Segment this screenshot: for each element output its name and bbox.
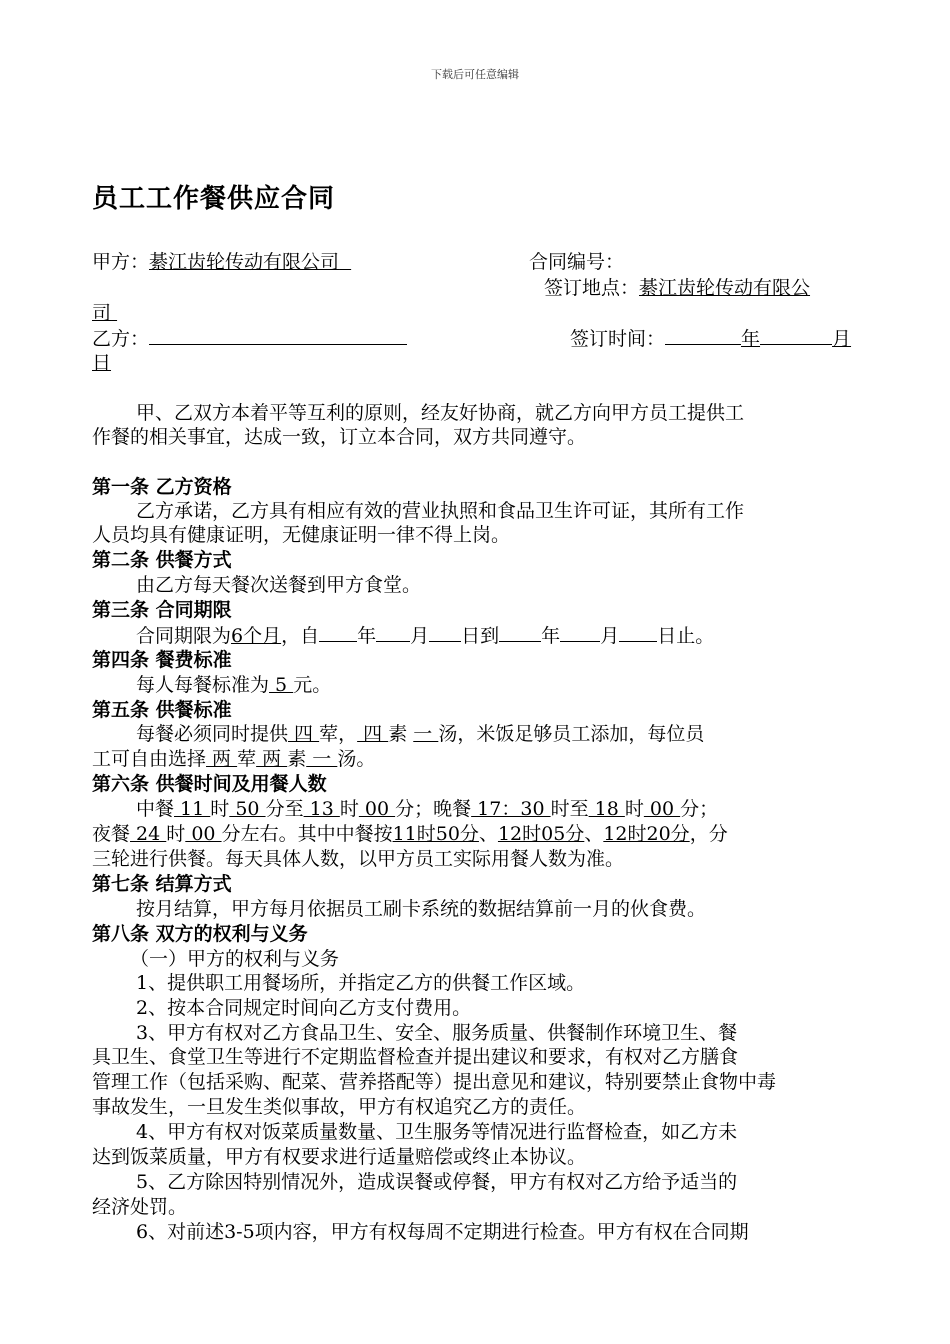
sign-place-value: 綦江齿轮传动有限公 [639,277,811,299]
art8-heading: 第八条 双方的权利与义务 [92,923,308,945]
art8-item-6-line-1: 6、对前述3-5项内容，甲方有权每周不定期进行检查。甲方有权在合同期 [136,1221,749,1243]
sign-time-year: 年 [741,328,761,350]
art2-line-1: 由乙方每天餐次送餐到甲方食堂。 [136,574,422,596]
meal-price: 5 [269,674,294,696]
sign-time-day: 日 [92,352,112,374]
art3-heading: 第三条 合同期限 [92,599,232,621]
art8-sub1: （一）甲方的权利与义务 [130,948,340,970]
header-note: 下载后可任意编辑 [431,68,519,81]
art4-line: 每人每餐标准为 5 元。 [136,674,332,696]
sign-place-cont-row [92,301,862,325]
art1-heading: 第一条 乙方资格 [92,476,232,498]
intro-line-1: 甲、乙双方本着平等互利的原则，经友好协商，就乙方向甲方员工提供工 [136,402,745,424]
art8-item-3-line-3: 管理工作（包括采购、配菜、营养搭配等）提出意见和建议，特别要禁止食物中毒 [92,1071,777,1093]
contract-no-label: 合同编号： [529,251,625,273]
art8-item-2: 2、按本合同规定时间向乙方支付费用。 [136,997,472,1019]
art6-heading: 第六条 供餐时间及用餐人数 [92,773,327,795]
contract-period: 6个月 [231,625,282,647]
art7-line-1: 按月结算，甲方每月依据员工刷卡系统的数据结算前一月的伙食费。 [136,898,707,920]
art4-heading: 第四条 餐费标准 [92,649,232,671]
page-title: 员工工作餐供应合同 [92,184,336,214]
party-a-value: 綦江齿轮传动有限公司 [149,251,340,273]
sign-time-day-row [92,351,862,375]
art5-heading: 第五条 供餐标准 [92,699,232,721]
art8-item-5-line-1: 5、乙方除因特别情况外，造成误餐或停餐，甲方有权对乙方给予适当的 [136,1171,738,1193]
art8-item-1: 1、提供职工用餐场所，并指定乙方的供餐工作区域。 [136,972,586,994]
sign-place-label: 签订地点： [544,277,640,299]
art5-line-2: 工可自由选择 两 荤 两 素 一 汤。 [92,748,376,770]
party-a-row [92,250,862,274]
art8-item-5-line-2: 经济处罚。 [92,1196,188,1218]
sign-time-month: 月 [832,328,852,350]
art6-line-3: 三轮进行供餐。每天具体人数，以甲方员工实际用餐人数为准。 [92,848,625,870]
art8-item-4-line-1: 4、甲方有权对饭菜质量数量、卫生服务等情况进行监督检查，如乙方未 [136,1121,738,1143]
art8-item-3-line-4: 事故发生，一旦发生类似事故，甲方有权追究乙方的责任。 [92,1096,587,1118]
art1-line-1: 乙方承诺，乙方具有相应有效的营业执照和食品卫生许可证，其所有工作 [136,500,745,522]
art7-heading: 第七条 结算方式 [92,873,232,895]
sign-time-label: 签订时间： [570,328,666,350]
party-b-row [92,326,862,351]
art8-item-3-line-1: 3、甲方有权对乙方食品卫生、安全、服务质量、供餐制作环境卫生、餐 [136,1022,738,1044]
art6-line-1: 中餐 11 时 50 分至 13 时 00 分；晚餐 17：30 时至 18 时 00 分； [136,798,719,820]
art3-line: 合同期限为6个月，自 年 月 日到 年 月 日止。 [136,625,715,647]
art6-line-2: 夜餐 24 时 00 分左右。其中中餐按11时50分、12时05分、12时20分，分 [92,823,728,845]
art5-line-1: 每餐必须同时提供 四 荤， 四 素 一 汤，米饭足够员工添加，每位员 [136,723,705,745]
sign-place-value-cont: 司 [92,302,112,324]
art2-heading: 第二条 供餐方式 [92,549,232,571]
party-b-blank [149,326,407,345]
party-b-label: 乙方： [92,328,150,350]
intro-line-2: 作餐的相关事宜，达成一致，订立本合同，双方共同遵守。 [92,426,587,448]
art1-line-2: 人员均具有健康证明，无健康证明一律不得上岗。 [92,524,511,546]
art8-item-4-line-2: 达到饭菜质量，甲方有权要求进行适量赔偿或终止本协议。 [92,1146,587,1168]
party-a-label: 甲方： [92,251,150,273]
art8-item-3-line-2: 具卫生、食堂卫生等进行不定期监督检查并提出建议和要求，有权对乙方膳食 [92,1046,739,1068]
